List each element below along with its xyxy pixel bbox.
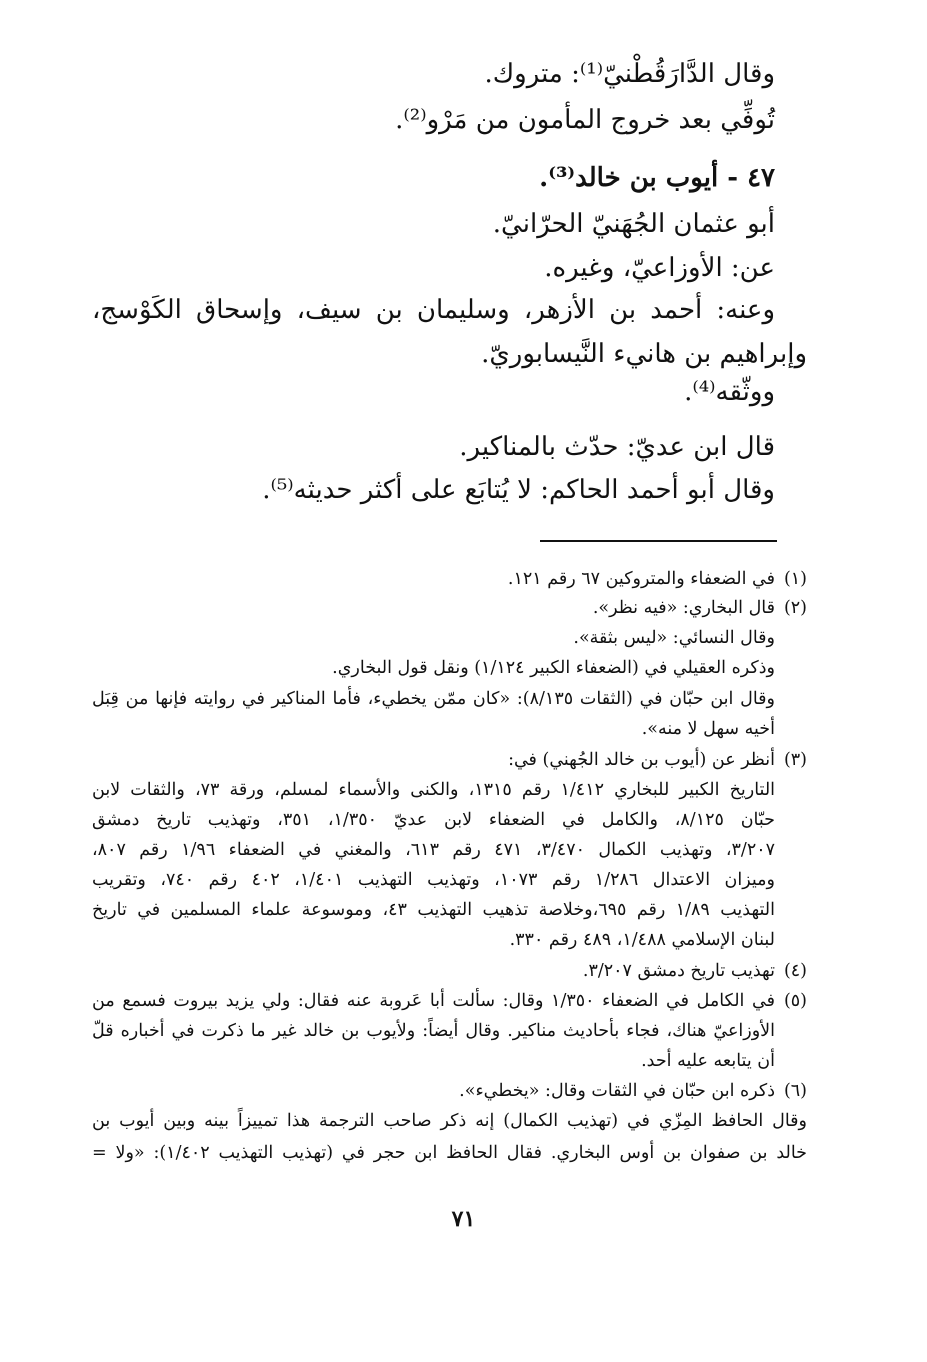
entry-heading: ٤٧ - أيوب بن خالد⁽³⁾. (539, 163, 775, 193)
footnote-line: وذكره العقيلي في (الضعفاء الكبير ١/١٢٤) ونقل قول البخاري. (332, 658, 775, 678)
footnote-line: لبنان الإسلامي ١/٤٨٨، ٤٨٩ رقم ٣٣٠. (509, 930, 775, 950)
footnote-number-6: (٦) (783, 1081, 807, 1101)
footnote-separator (540, 540, 777, 542)
footnote-number-2: (٢) (783, 598, 807, 618)
footnote-line: تهذيب تاريخ دمشق ٣/٢٠٧. (582, 961, 775, 981)
main-line-2: تُوفِّي بعد خروج المأمون من مَرْو⁽²⁾. (395, 105, 775, 135)
footnote-line: أنظر عن (أيوب بن خالد الجُهني) في: (508, 750, 775, 770)
footnote-number-3: (٣) (783, 750, 807, 770)
footnote-line: أخيه سهل لا منه». (641, 719, 775, 739)
footnote-line: أن يتابعه عليه أحد. (641, 1051, 775, 1071)
footnote-line: الأوزاعيّ هناك، فجاء بأحاديث مناكير. وقال أيضاً: ولأيوب بن خالد غير ما ذكرت في أخباره قلّ (92, 1021, 775, 1041)
footnote-line: وقال النسائي: «ليس بثقة». (573, 628, 775, 648)
main-line-5: عن: الأوزاعيّ، وغيره. (544, 253, 775, 283)
main-line-6: وعنه: أحمد بن الأزهر، وسليمان بن سيف، وإسحاق الكَوْسج، (92, 295, 775, 325)
main-line-1: وقال الدَّارَقُطْنيّ⁽¹⁾: متروك. (484, 59, 775, 89)
main-line-10: وقال أبو أحمد الحاكم: لا يُتابَع على أكثر حديثه⁽⁵⁾. (262, 475, 775, 505)
main-line-4: أبو عثمان الجُهَنيّ الحرّانيّ. (492, 209, 775, 239)
page-number: ٧١ (451, 1206, 476, 1232)
main-line-8: ووثّقه⁽⁴⁾. (684, 377, 775, 407)
footnote-line: في الكامل في الضعفاء ١/٣٥٠ وقال: سألت أبا عَروبة عنه فقال: ولي يزيد بيروت فسمع من (92, 991, 775, 1011)
footnote-line: ذكره ابن حبّان في الثقات وقال: «يخطيء». (459, 1081, 775, 1101)
footnote-line: ٣/٢٠٧، وتهذيب الكمال ٣/٤٧٠، ٤٧١ رقم ٦١٣، والمغني في الضعفاء ١/٩٦ رقم ٨٠٧، (92, 840, 776, 860)
footnote-number-1: (١) (783, 569, 807, 589)
footnote-line: قال البخاري: «فيه نظر». (592, 598, 775, 618)
footnote-number-4: (٤) (783, 961, 807, 981)
footnote-line: التهذيب ١/٨٩ رقم ٦٩٥،وخلاصة تذهيب التهذيب ٤٣، وموسوعة علماء المسلمين في تاريخ (92, 900, 775, 920)
main-line-7: وإبراهيم بن هانيء النَّيسابوريّ. (481, 339, 807, 369)
footnote-line: في الضعفاء والمتروكين ٦٧ رقم ١٢١. (507, 569, 775, 589)
footnote-line: وقال ابن حبّان في (الثقات ٨/١٣٥): «كان ممّن يخطيء، فأما المناكير في روايته فإنها من قِبَل (92, 689, 775, 709)
footnote-line: وميزان الاعتدال ١/٢٨٦ رقم ١٠٧٣، وتهذيب التهذيب ١/٤٠١، ٤٠٢ رقم ٧٤٠، وتقريب (92, 870, 776, 890)
footnote-line: حبّان ٨/١٢٥، والكامل في الضعفاء لابن عديّ ١/٣٥٠، ٣٥١، وتهذيب تاريخ دمشق (92, 810, 775, 830)
footnote-number-5: (٥) (783, 991, 807, 1011)
footnote-line: وقال الحافظ المِزّي في (تهذيب الكمال) إنه ذكر صاحب الترجمة هذا تمييزاً بينه وبين أيوب بن (92, 1111, 807, 1131)
main-line-9: قال ابن عديّ: حدّث بالمناكير. (459, 432, 775, 462)
footnote-line: التاريخ الكبير للبخاري ١/٤١٢ رقم ١٣١٥، والكنى والأسماء لمسلم، ورقة ٧٣، والثقات لابن (92, 780, 776, 800)
footnote-line: خالد بن صفوان بن أوس البخاري. فقال الحافظ ابن حجر في (تهذيب التهذيب ١/٤٠٢): «ولا = (92, 1143, 807, 1163)
